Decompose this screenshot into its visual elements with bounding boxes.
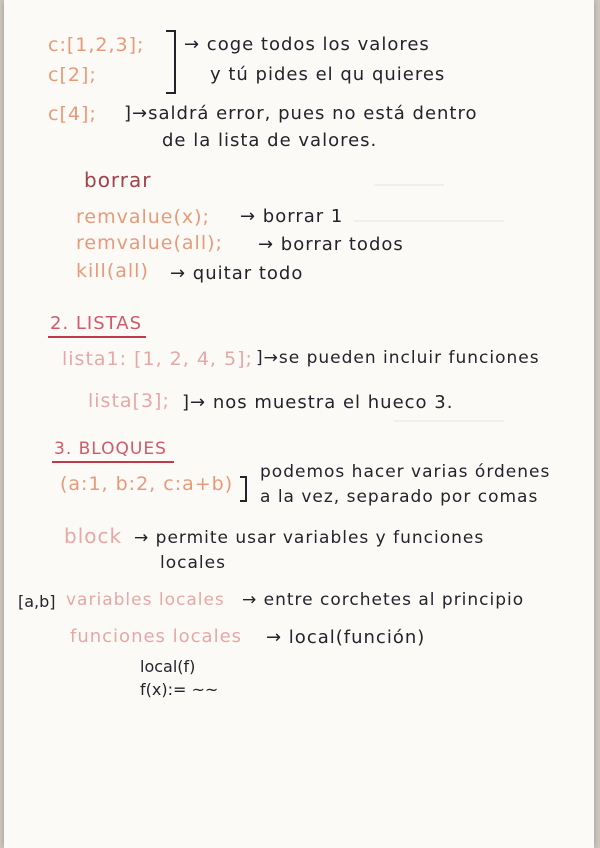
note-hueco-3: ]→ nos muestra el hueco 3. <box>182 392 454 413</box>
varloc-prefix: [a,b] <box>18 592 56 611</box>
note-local-funcion: → local(función) <box>266 627 426 648</box>
note-quitar-todo: → quitar todo <box>170 263 304 284</box>
code-fx-def: f(x):= ~~ <box>140 680 219 699</box>
bracket-lines-1-2 <box>166 30 176 94</box>
heading-borrar: borrar <box>84 168 152 192</box>
note-saldra-error: ]→saldrá error, pues no está dentro <box>124 103 478 124</box>
word-funciones-locales: funciones locales <box>70 626 243 647</box>
note-de-la-lista: de la lista de valores. <box>162 130 378 151</box>
note-a-la-vez: a la vez, separado por comas <box>260 487 539 507</box>
code-remvalue-x: remvalue(x); <box>76 206 210 228</box>
heading-listas: 2. LISTAS <box>50 313 142 334</box>
code-kill-all: kill(all) <box>76 260 149 282</box>
note-coge-todos: → coge todos los valores <box>184 34 430 55</box>
note-borrar-1: → borrar 1 <box>240 206 344 227</box>
code-remvalue-all: remvalue(all); <box>76 232 223 254</box>
word-variables-locales: variables locales <box>66 590 225 610</box>
underline-listas <box>48 336 146 338</box>
code-c-index-2: c[2]; <box>48 64 97 86</box>
code-bloque: (a:1, b:2, c:a+b) <box>60 473 234 495</box>
note-permite-usar: → permite usar variables y funciones <box>134 528 485 548</box>
code-local-f: local(f) <box>140 657 196 676</box>
note-tu-pides: y tú pides el qu quieres <box>210 64 446 85</box>
code-c-index-4: c[4]; <box>48 103 97 125</box>
note-incluir-funciones: ]→se pueden incluir funciones <box>256 348 540 368</box>
note-locales: locales <box>160 553 226 573</box>
underline-bloques <box>52 461 174 463</box>
note-entre-corchetes: → entre corchetes al principio <box>242 590 525 610</box>
note-borrar-todos: → borrar todos <box>258 234 404 255</box>
code-lista1: lista1: [1, 2, 4, 5]; <box>62 348 253 370</box>
word-block: block <box>64 524 123 548</box>
notebook-page <box>4 0 594 848</box>
bleed-through-marks <box>334 170 534 500</box>
heading-bloques: 3. BLOQUES <box>54 439 167 459</box>
bracket-bloque <box>240 476 247 502</box>
code-c-assign: c:[1,2,3]; <box>48 34 145 56</box>
code-lista-index-3: lista[3]; <box>88 390 170 412</box>
note-varias-ordenes: podemos hacer varias órdenes <box>260 462 551 482</box>
